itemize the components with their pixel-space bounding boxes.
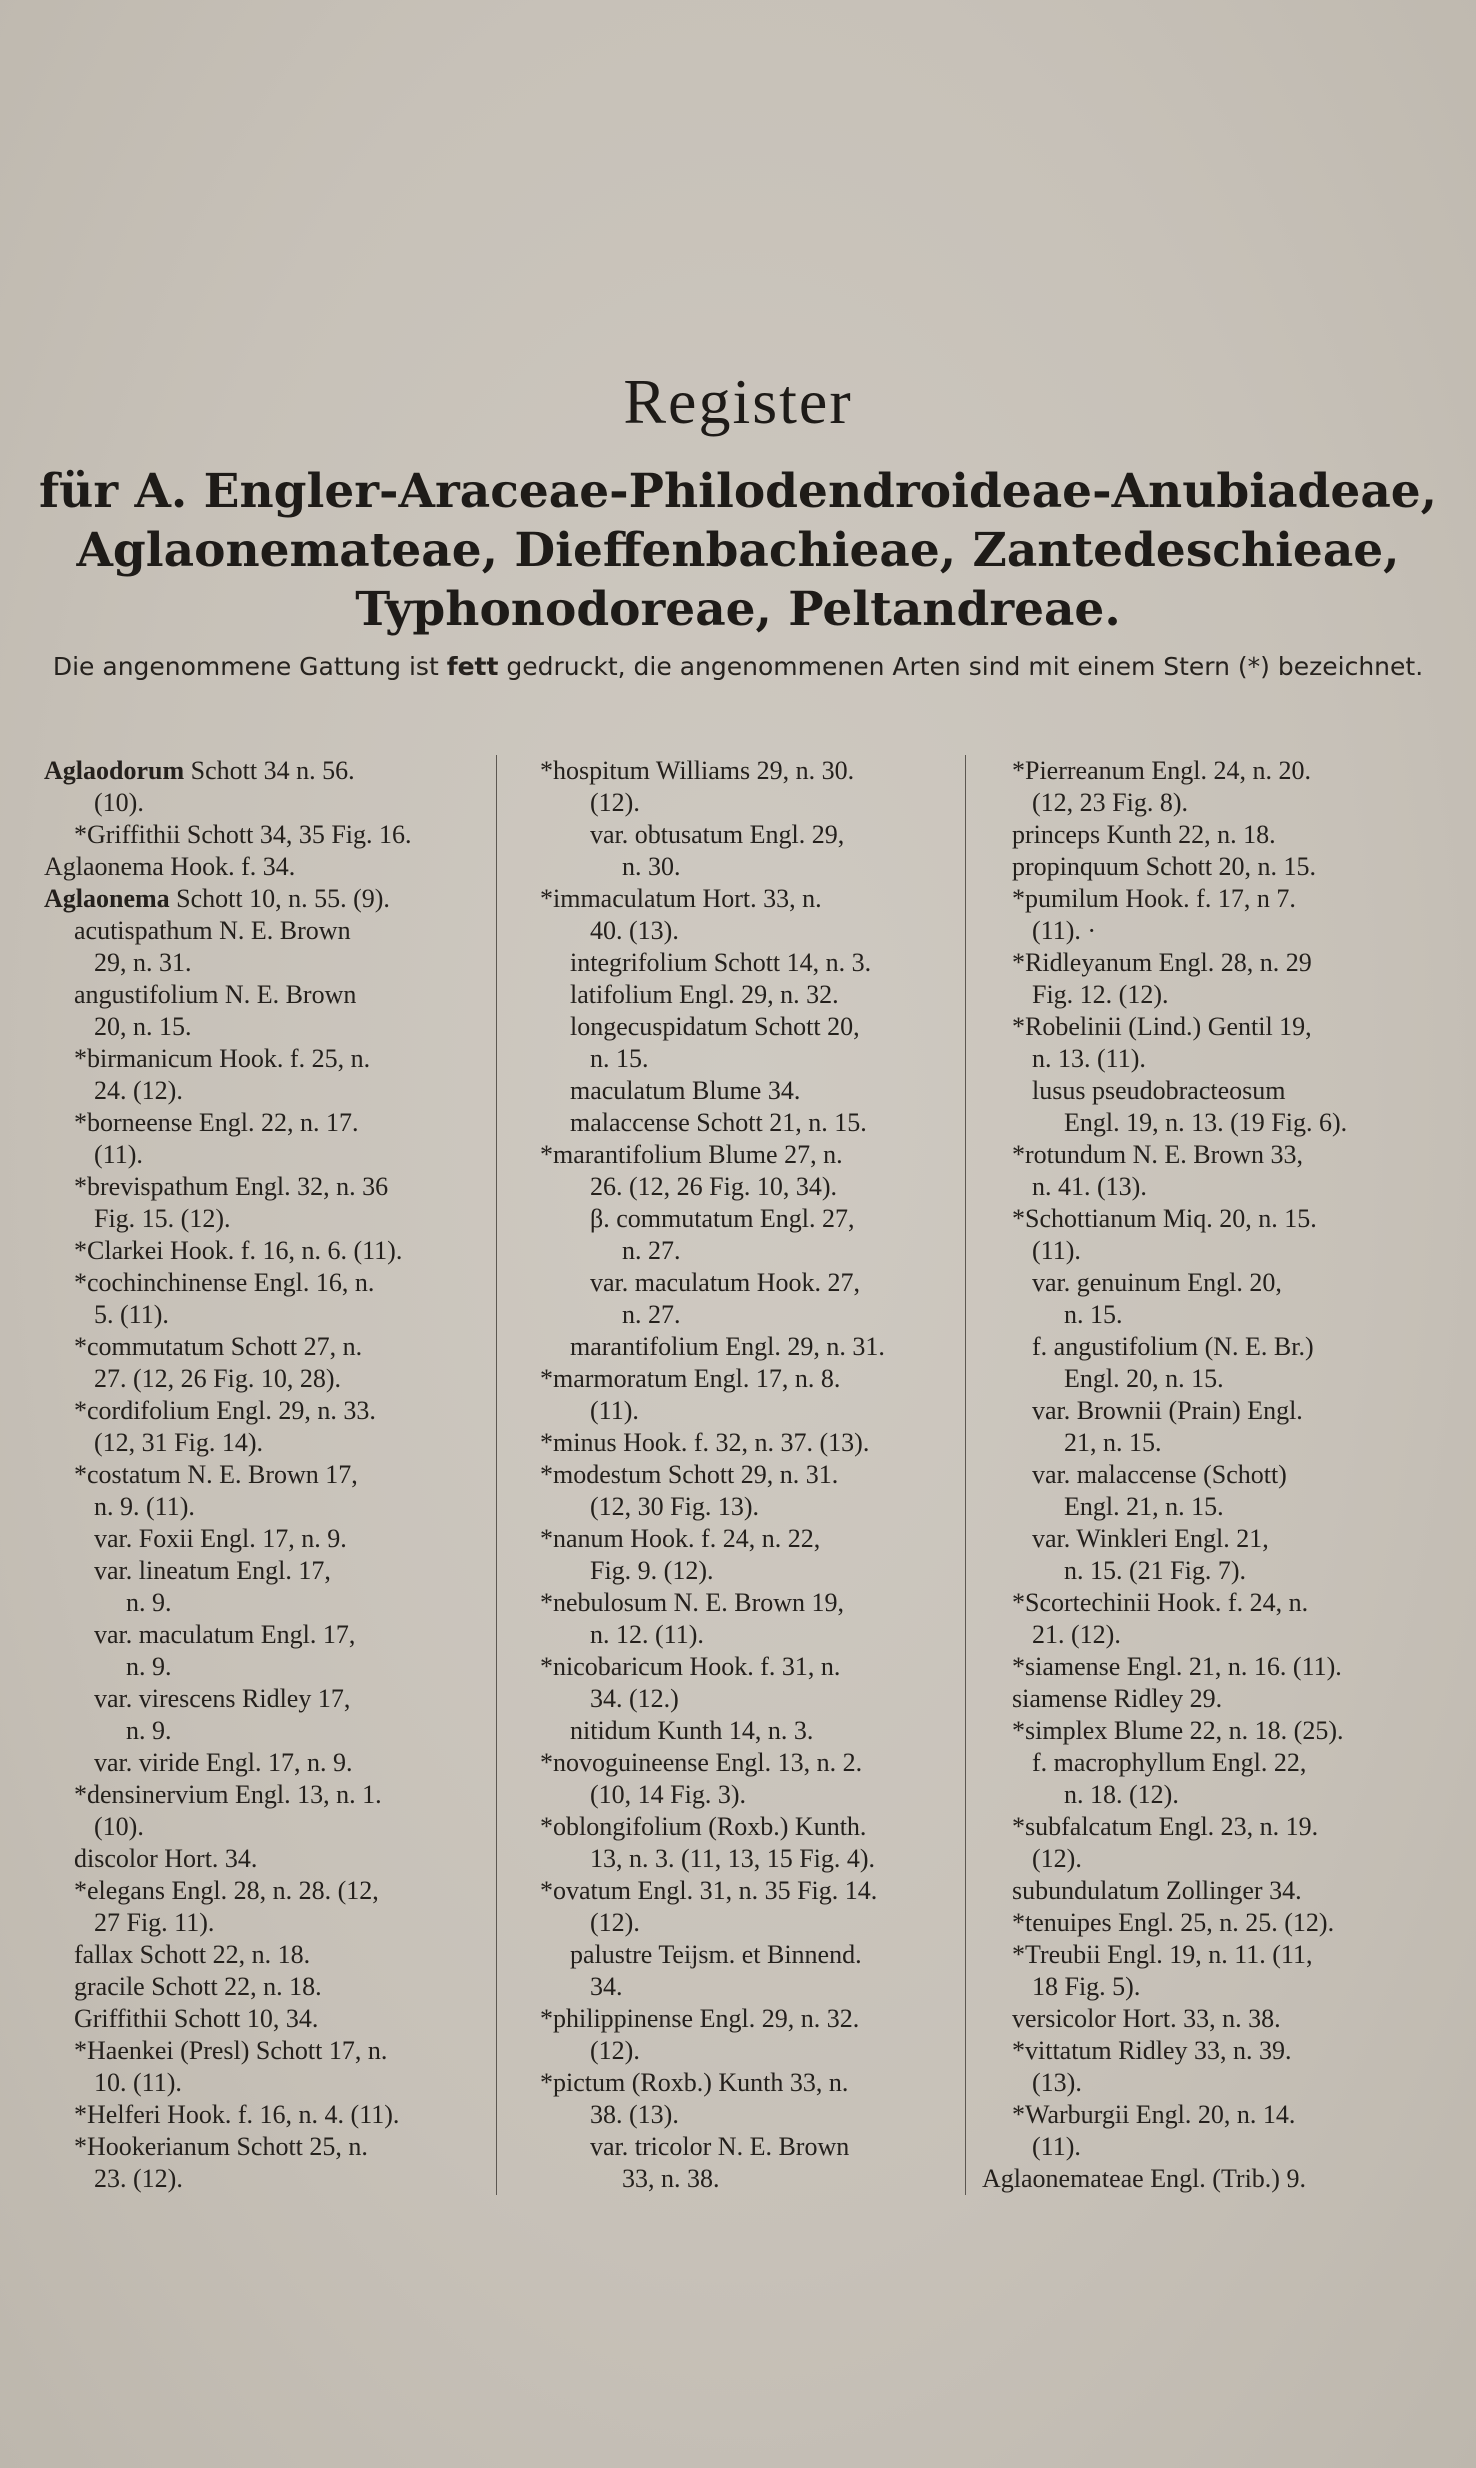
entry-continuation: 20, n. 15. — [94, 1012, 192, 1041]
index-entry — [540, 1427, 960, 1459]
entry-line: *Haenkei (Presl) Schott 17, n. — [74, 2036, 388, 2065]
index-entry — [44, 851, 476, 883]
genus-name: Aglaonema — [44, 884, 170, 913]
index-entry — [982, 1331, 1430, 1395]
entry-continuation: 21, n. 15. — [1064, 1428, 1162, 1457]
entry-line: propinquum Schott 20, n. 15. — [1012, 852, 1317, 881]
entry-line: *oblongifolium (Roxb.) Kunth. — [540, 1812, 867, 1841]
entry-continuation: n. 9. (11). — [94, 1492, 195, 1521]
entry-line: *nebulosum N. E. Brown 19, — [540, 1588, 845, 1617]
entry-line: acutispathum N. E. Brown — [74, 916, 351, 945]
entry-line: siamense Ridley 29. — [1012, 1684, 1223, 1713]
index-entry — [982, 2163, 1430, 2195]
index-entry — [44, 755, 476, 819]
index-entry — [44, 1555, 476, 1619]
entry-line: palustre Teijsm. et Binnend. — [570, 1940, 862, 1969]
index-entry — [540, 2131, 960, 2195]
entry-line: marantifolium Engl. 29, n. 31. — [570, 1332, 885, 1361]
index-entry — [44, 979, 476, 1043]
entry-line: nitidum Kunth 14, n. 3. — [570, 1716, 814, 1745]
entry-continuation: 40. (13). — [590, 916, 679, 945]
index-entry — [982, 1203, 1430, 1267]
entry-line: *Pierreanum Engl. 24, n. 20. — [1012, 756, 1311, 785]
entry-line — [44, 755, 476, 787]
entry-line: var. malaccense (Schott) — [1032, 1460, 1287, 1489]
entry-line: var. obtusatum Engl. 29, — [590, 820, 845, 849]
subtitle-line: Typhonodoreae, Peltandreae. — [355, 582, 1121, 637]
index-entry — [540, 1747, 960, 1811]
index-entry — [44, 1267, 476, 1331]
entry-line — [44, 883, 476, 915]
entry-continuation: 27 Fig. 11). — [94, 1908, 215, 1937]
entry-continuation: (11). — [590, 1396, 639, 1425]
page-subtitle — [0, 462, 1476, 639]
index-entry — [982, 1715, 1430, 1747]
entry-line: *cochinchinense Engl. 16, n. — [74, 1268, 375, 1297]
entry-line: *birmanicum Hook. f. 25, n. — [74, 1044, 371, 1073]
index-entry — [982, 1747, 1430, 1811]
entry-line: *costatum N. E. Brown 17, — [74, 1460, 358, 1489]
index-entry — [982, 947, 1430, 1011]
entry-continuation: (11). — [1032, 2132, 1081, 2161]
intro-bold-word: fett — [446, 652, 499, 681]
entry-line: *Ridleyanum Engl. 28, n. 29 — [1012, 948, 1312, 977]
entry-line: *Helferi Hook. f. 16, n. 4. (11). — [74, 2100, 400, 2129]
entry-continuation: 21. (12). — [1032, 1620, 1121, 1649]
index-entry — [982, 851, 1430, 883]
index-entry — [540, 1075, 960, 1107]
entry-line: *marantifolium Blume 27, n. — [540, 1140, 843, 1169]
entry-line: Aglaonemateae Engl. (Trib.) 9. — [982, 2164, 1306, 2193]
entry-text: Schott 34 n. 56. — [190, 756, 355, 785]
index-entry — [982, 819, 1430, 851]
entry-line: var. lineatum Engl. 17, — [94, 1556, 331, 1585]
entry-continuation: n. 27. — [622, 1300, 681, 1329]
index-entry — [982, 1459, 1430, 1523]
entry-continuation: (12, 31 Fig. 14). — [94, 1428, 263, 1457]
entry-continuation: (10). — [94, 788, 144, 817]
subtitle-line: Aglaonemateae, Dieffenbachieae, Zantedeschieae, — [76, 523, 1400, 578]
entry-line: *Treubii Engl. 19, n. 11. (11, — [1012, 1940, 1313, 1969]
entry-continuation: n. 15. — [590, 1044, 649, 1073]
index-entry — [540, 1363, 960, 1427]
entry-continuation: 29, n. 31. — [94, 948, 192, 977]
entry-continuation: n. 12. (11). — [590, 1620, 704, 1649]
index-entry — [44, 1619, 476, 1683]
index-entry — [540, 1875, 960, 1939]
index-entry — [44, 2003, 476, 2035]
entry-line: var. genuinum Engl. 20, — [1032, 1268, 1282, 1297]
entry-continuation: n. 9. — [126, 1716, 172, 1745]
index-entry — [540, 819, 960, 883]
index-entry — [982, 1523, 1430, 1587]
index-entry — [982, 1267, 1430, 1331]
index-entry — [44, 1043, 476, 1107]
index-entry — [44, 819, 476, 851]
index-entry — [44, 1939, 476, 1971]
index-entry — [44, 1843, 476, 1875]
entry-line: *tenuipes Engl. 25, n. 25. (12). — [1012, 1908, 1335, 1937]
entry-continuation: 34. — [590, 1972, 623, 2001]
entry-line: latifolium Engl. 29, n. 32. — [570, 980, 839, 1009]
entry-line: *Warburgii Engl. 20, n. 14. — [1012, 2100, 1296, 2129]
index-entry — [44, 1459, 476, 1523]
entry-line: gracile Schott 22, n. 18. — [74, 1972, 322, 2001]
entry-line: princeps Kunth 22, n. 18. — [1012, 820, 1276, 849]
entry-line: *Scortechinii Hook. f. 24, n. — [1012, 1588, 1309, 1617]
index-entry — [540, 1715, 960, 1747]
entry-continuation: 13, n. 3. (11, 13, 15 Fig. 4). — [590, 1844, 876, 1873]
index-entry — [44, 915, 476, 979]
index-column-1 — [44, 755, 476, 2195]
column-divider — [965, 755, 966, 2195]
entry-continuation: Engl. 20, n. 15. — [1064, 1364, 1224, 1393]
entry-continuation: 26. (12, 26 Fig. 10, 34). — [590, 1172, 837, 1201]
entry-continuation: n. 15. — [1064, 1300, 1123, 1329]
entry-line: var. maculatum Hook. 27, — [590, 1268, 861, 1297]
entry-line: *brevispathum Engl. 32, n. 36 — [74, 1172, 389, 1201]
index-entry — [540, 1459, 960, 1523]
index-entry — [982, 1139, 1430, 1203]
entry-continuation: Fig. 15. (12). — [94, 1204, 231, 1233]
index-entry — [982, 1075, 1430, 1139]
index-entry — [982, 1011, 1430, 1075]
entry-line: *Robelinii (Lind.) Gentil 19, — [1012, 1012, 1312, 1041]
entry-line: angustifolium N. E. Brown — [74, 980, 357, 1009]
entry-continuation: 38. (13). — [590, 2100, 679, 2129]
entry-continuation: (11). — [94, 1140, 143, 1169]
entry-line: *Schottianum Miq. 20, n. 15. — [1012, 1204, 1317, 1233]
index-entry — [44, 1235, 476, 1267]
index-entry — [44, 1331, 476, 1395]
entry-line: *marmoratum Engl. 17, n. 8. — [540, 1364, 841, 1393]
entry-line: *vittatum Ridley 33, n. 39. — [1012, 2036, 1292, 2065]
entry-continuation: 10. (11). — [94, 2068, 182, 2097]
page-title: Register — [623, 366, 853, 437]
index-entry — [982, 755, 1430, 819]
entry-line: *elegans Engl. 28, n. 28. (12, — [74, 1876, 379, 1905]
entry-line: *ovatum Engl. 31, n. 35 Fig. 14. — [540, 1876, 878, 1905]
entry-line: *commutatum Schott 27, n. — [74, 1332, 363, 1361]
index-entry — [982, 2003, 1430, 2035]
entry-continuation: Fig. 12. (12). — [1032, 980, 1169, 1009]
entry-line: *subfalcatum Engl. 23, n. 19. — [1012, 1812, 1319, 1841]
entry-continuation: (12, 30 Fig. 13). — [590, 1492, 759, 1521]
index-entry — [982, 1651, 1430, 1683]
index-entry — [982, 2099, 1430, 2163]
index-entry — [540, 1939, 960, 2003]
entry-continuation: Engl. 19, n. 13. (19 Fig. 6). — [1064, 1108, 1348, 1137]
index-entry — [982, 883, 1430, 947]
entry-continuation: Engl. 21, n. 15. — [1064, 1492, 1224, 1521]
index-entry — [44, 1683, 476, 1747]
entry-line: Aglaonema Hook. f. 34. — [44, 852, 296, 881]
index-entry — [540, 947, 960, 979]
index-entry — [540, 1587, 960, 1651]
index-entry — [540, 1203, 960, 1267]
index-entry — [982, 1939, 1430, 2003]
index-entry — [540, 1267, 960, 1331]
subtitle-line: für A. Engler-Araceae-Philodendroideae-Anubiadeae, — [38, 464, 1438, 519]
index-entry — [540, 1523, 960, 1587]
entry-continuation: 18 Fig. 5). — [1032, 1972, 1141, 2001]
index-entry — [982, 1683, 1430, 1715]
genus-name: Aglaodorum — [44, 756, 185, 785]
entry-line: var. viride Engl. 17, n. 9. — [94, 1748, 353, 1777]
entry-continuation: n. 13. (11). — [1032, 1044, 1146, 1073]
index-entry — [982, 2035, 1430, 2099]
index-entry — [44, 1875, 476, 1939]
index-entry — [44, 1395, 476, 1459]
entry-continuation: (10). — [94, 1812, 144, 1841]
entry-continuation: (12, 23 Fig. 8). — [1032, 788, 1188, 817]
intro-text: Die angenommene Gattung ist — [52, 652, 447, 681]
index-entry — [540, 1107, 960, 1139]
entry-continuation: n. 15. (21 Fig. 7). — [1064, 1556, 1246, 1585]
entry-continuation: Fig. 9. (12). — [590, 1556, 714, 1585]
entry-line: var. Foxii Engl. 17, n. 9. — [94, 1524, 347, 1553]
index-entry — [540, 2003, 960, 2067]
index-entry — [44, 2099, 476, 2131]
entry-line: *hospitum Williams 29, n. 30. — [540, 756, 855, 785]
entry-line: f. macrophyllum Engl. 22, — [1032, 1748, 1307, 1777]
entry-continuation: 33, n. 38. — [622, 2164, 720, 2193]
index-entry — [44, 1171, 476, 1235]
entry-line: *siamense Engl. 21, n. 16. (11). — [1012, 1652, 1342, 1681]
entry-line: *densinervium Engl. 13, n. 1. — [74, 1780, 382, 1809]
intro-text: gedruckt, die angenommenen Arten sind mit einem Stern (*) bezeichnet. — [498, 652, 1424, 681]
index-entry — [540, 2067, 960, 2131]
entry-line: *philippinense Engl. 29, n. 32. — [540, 2004, 860, 2033]
entry-continuation: (12). — [1032, 1844, 1082, 1873]
index-entry — [44, 1107, 476, 1171]
index-entry — [540, 1011, 960, 1075]
entry-line: discolor Hort. 34. — [74, 1844, 258, 1873]
index-entry — [982, 1811, 1430, 1875]
entry-continuation: (12). — [590, 788, 640, 817]
entry-continuation: (13). — [1032, 2068, 1082, 2097]
index-entry — [44, 2035, 476, 2099]
entry-line: *pumilum Hook. f. 17, n 7. — [1012, 884, 1296, 913]
entry-line: subundulatum Zollinger 34. — [1012, 1876, 1302, 1905]
index-entry — [540, 979, 960, 1011]
entry-line: *modestum Schott 29, n. 31. — [540, 1460, 839, 1489]
entry-line: var. Brownii (Prain) Engl. — [1032, 1396, 1303, 1425]
index-entry — [540, 1139, 960, 1203]
entry-line: maculatum Blume 34. — [570, 1076, 801, 1105]
index-entry — [44, 1523, 476, 1555]
index-entry — [540, 883, 960, 947]
entry-continuation: n. 41. (13). — [1032, 1172, 1147, 1201]
entry-line: *Clarkei Hook. f. 16, n. 6. (11). — [74, 1236, 403, 1265]
entry-line: Griffithii Schott 10, 34. — [74, 2004, 319, 2033]
index-entry — [982, 1587, 1430, 1651]
entry-continuation: n. 18. (12). — [1064, 1780, 1179, 1809]
entry-continuation: 24. (12). — [94, 1076, 183, 1105]
entry-line: var. maculatum Engl. 17, — [94, 1620, 356, 1649]
entry-continuation: n. 9. — [126, 1588, 172, 1617]
entry-line: var. virescens Ridley 17, — [94, 1684, 351, 1713]
index-column-3 — [982, 755, 1430, 2195]
entry-line: β. commutatum Engl. 27, — [590, 1204, 855, 1233]
entry-line: *borneense Engl. 22, n. 17. — [74, 1108, 359, 1137]
index-entry — [540, 755, 960, 819]
index-entry — [44, 1779, 476, 1843]
column-divider — [496, 755, 497, 2195]
entry-line: *immaculatum Hort. 33, n. — [540, 884, 822, 913]
entry-line: longecuspidatum Schott 20, — [570, 1012, 860, 1041]
entry-continuation: (11). · — [1032, 916, 1097, 945]
entry-continuation: 23. (12). — [94, 2164, 183, 2193]
entry-line: fallax Schott 22, n. 18. — [74, 1940, 311, 1969]
entry-line: *pictum (Roxb.) Kunth 33, n. — [540, 2068, 849, 2097]
index-entry — [44, 1971, 476, 2003]
entry-line: var. Winkleri Engl. 21, — [1032, 1524, 1269, 1553]
index-entry — [44, 883, 476, 915]
intro-note — [40, 650, 1436, 684]
entry-line: lusus pseudobracteosum — [1032, 1076, 1286, 1105]
index-entry — [540, 1331, 960, 1363]
entry-line: versicolor Hort. 33, n. 38. — [1012, 2004, 1281, 2033]
entry-line: *nicobaricum Hook. f. 31, n. — [540, 1652, 841, 1681]
entry-line: *minus Hook. f. 32, n. 37. (13). — [540, 1428, 870, 1457]
index-entry — [44, 2131, 476, 2195]
entry-continuation: (12). — [590, 1908, 640, 1937]
entry-text: Schott 10, n. 55. (9). — [176, 884, 390, 913]
entry-line: *cordifolium Engl. 29, n. 33. — [74, 1396, 376, 1425]
entry-continuation: (10, 14 Fig. 3). — [590, 1780, 746, 1809]
index-entry — [982, 1907, 1430, 1939]
entry-line: *nanum Hook. f. 24, n. 22, — [540, 1524, 821, 1553]
index-entry — [540, 1811, 960, 1875]
entry-line: *Hookerianum Schott 25, n. — [74, 2132, 368, 2161]
entry-line: *Griffithii Schott 34, 35 Fig. 16. — [74, 820, 412, 849]
entry-line: *novoguineense Engl. 13, n. 2. — [540, 1748, 863, 1777]
entry-line: integrifolium Schott 14, n. 3. — [570, 948, 872, 977]
index-entry — [540, 1651, 960, 1715]
entry-line: var. tricolor N. E. Brown — [590, 2132, 850, 2161]
entry-line: *rotundum N. E. Brown 33, — [1012, 1140, 1304, 1169]
entry-continuation: (11). — [1032, 1236, 1081, 1265]
index-entry — [982, 1395, 1430, 1459]
entry-line: f. angustifolium (N. E. Br.) — [1032, 1332, 1314, 1361]
index-entry — [44, 1747, 476, 1779]
entry-line: *simplex Blume 22, n. 18. (25). — [1012, 1716, 1344, 1745]
entry-continuation: 27. (12, 26 Fig. 10, 28). — [94, 1364, 341, 1393]
index-column-2 — [540, 755, 960, 2195]
entry-continuation: 34. (12.) — [590, 1684, 679, 1713]
entry-continuation: 5. (11). — [94, 1300, 169, 1329]
entry-continuation: n. 30. — [622, 852, 681, 881]
entry-continuation: n. 9. — [126, 1652, 172, 1681]
entry-line: malaccense Schott 21, n. 15. — [570, 1108, 867, 1137]
entry-continuation: (12). — [590, 2036, 640, 2065]
entry-continuation: n. 27. — [622, 1236, 681, 1265]
index-entry — [982, 1875, 1430, 1907]
